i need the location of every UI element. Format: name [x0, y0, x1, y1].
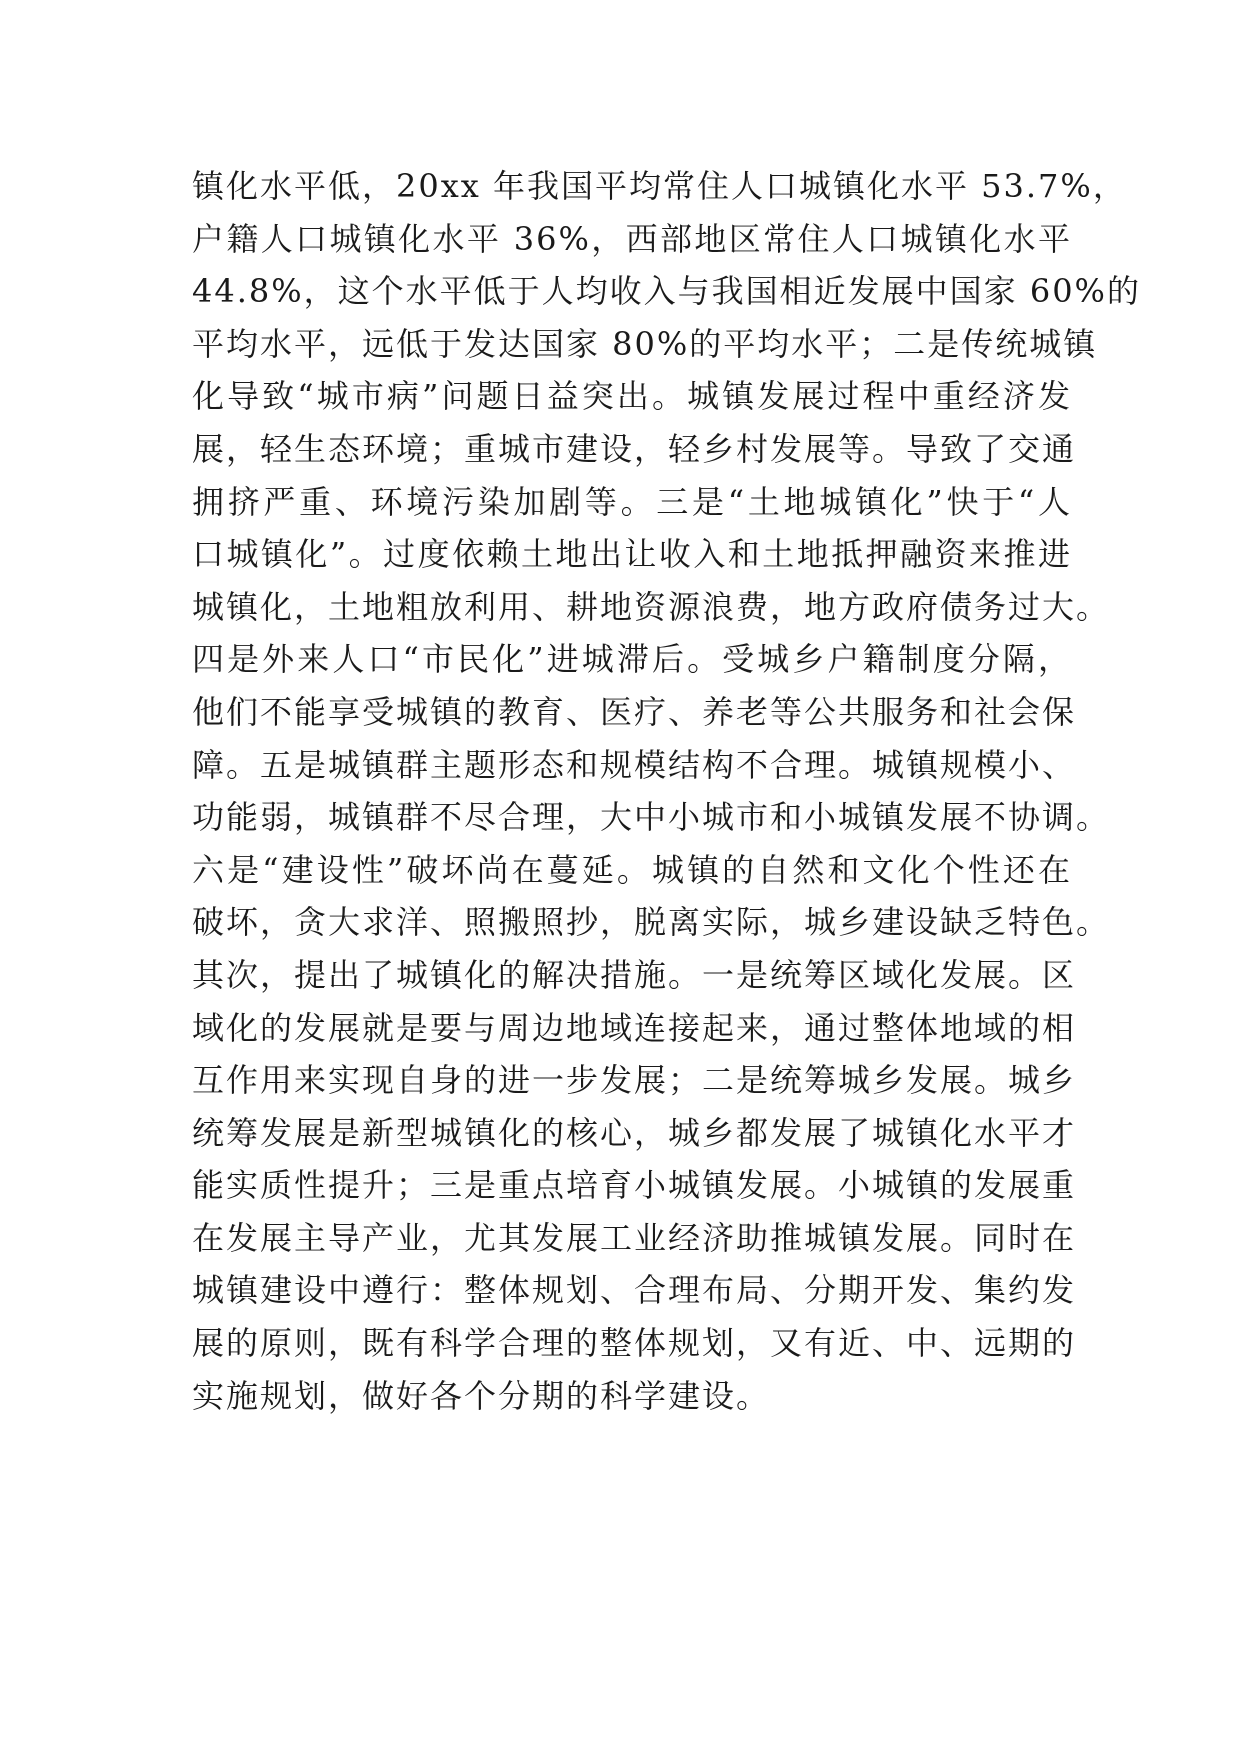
- text-line: 能实质性提升；三是重点培育小城镇发展。小城镇的发展重: [192, 1166, 1077, 1205]
- text-line: 镇化水平低，20xx 年我国平均常住人口城镇化水平 53.7%，: [192, 167, 1127, 205]
- text-line: 统筹发展是新型城镇化的核心，城乡都发展了城镇化水平才: [192, 1113, 1077, 1152]
- text-line: 在发展主导产业，尤其发展工业经济助推城镇发展。同时在: [192, 1218, 1077, 1257]
- text-line: 他们不能享受城镇的教育、医疗、养老等公共服务和社会保: [192, 692, 1077, 731]
- body-text: [192, 160, 1141, 1422]
- text-line: 城镇化，土地粗放利用、耕地资源浪费，地方政府债务过大。: [192, 587, 1111, 626]
- text-line: 四是外来人口“市民化”进城滞后。受城乡户籍制度分隔，: [192, 640, 1072, 679]
- text-line: 44.8%，这个水平低于人均收入与我国相近发展中国家 60%的: [192, 272, 1141, 311]
- text-line: 其次，提出了城镇化的解决措施。一是统筹区域化发展。区: [192, 955, 1077, 994]
- text-line: 城镇建设中遵行：整体规划、合理布局、分期开发、集约发: [192, 1271, 1077, 1310]
- text-line: 六是“建设性”破坏尚在蔓延。城镇的自然和文化个性还在: [192, 850, 1072, 889]
- text-line: 域化的发展就是要与周边地域连接起来，通过整体地域的相: [192, 1008, 1077, 1047]
- text-line: 实施规划，做好各个分期的科学建设。: [192, 1376, 771, 1415]
- text-line: 展的原则，既有科学合理的整体规划，又有近、中、远期的: [192, 1324, 1077, 1363]
- text-line: 功能弱，城镇群不尽合理，大中小城市和小城镇发展不协调。: [192, 798, 1111, 837]
- text-line: 口城镇化”。过度依赖土地出让收入和土地抵押融资来推进: [192, 535, 1072, 574]
- text-line: 户籍人口城镇化水平 36%，西部地区常住人口城镇化水平: [192, 219, 1072, 258]
- text-line: 化导致“城市病”问题日益突出。城镇发展过程中重经济发: [192, 377, 1072, 416]
- text-line: 破坏，贪大求洋、照搬照抄，脱离实际，城乡建设缺乏特色。: [192, 903, 1111, 942]
- text-line: 展，轻生态环境；重城市建设，轻乡村发展等。导致了交通: [192, 429, 1077, 468]
- text-line: 障。五是城镇群主题形态和规模结构不合理。城镇规模小、: [192, 745, 1077, 784]
- text-line: 拥挤严重、环境污染加剧等。三是“土地城镇化”快于“人: [192, 482, 1072, 521]
- text-line: 互作用来实现自身的进一步发展；二是统筹城乡发展。城乡: [192, 1061, 1077, 1100]
- text-line: 平均水平，远低于发达国家 80%的平均水平；二是传统城镇: [192, 324, 1098, 363]
